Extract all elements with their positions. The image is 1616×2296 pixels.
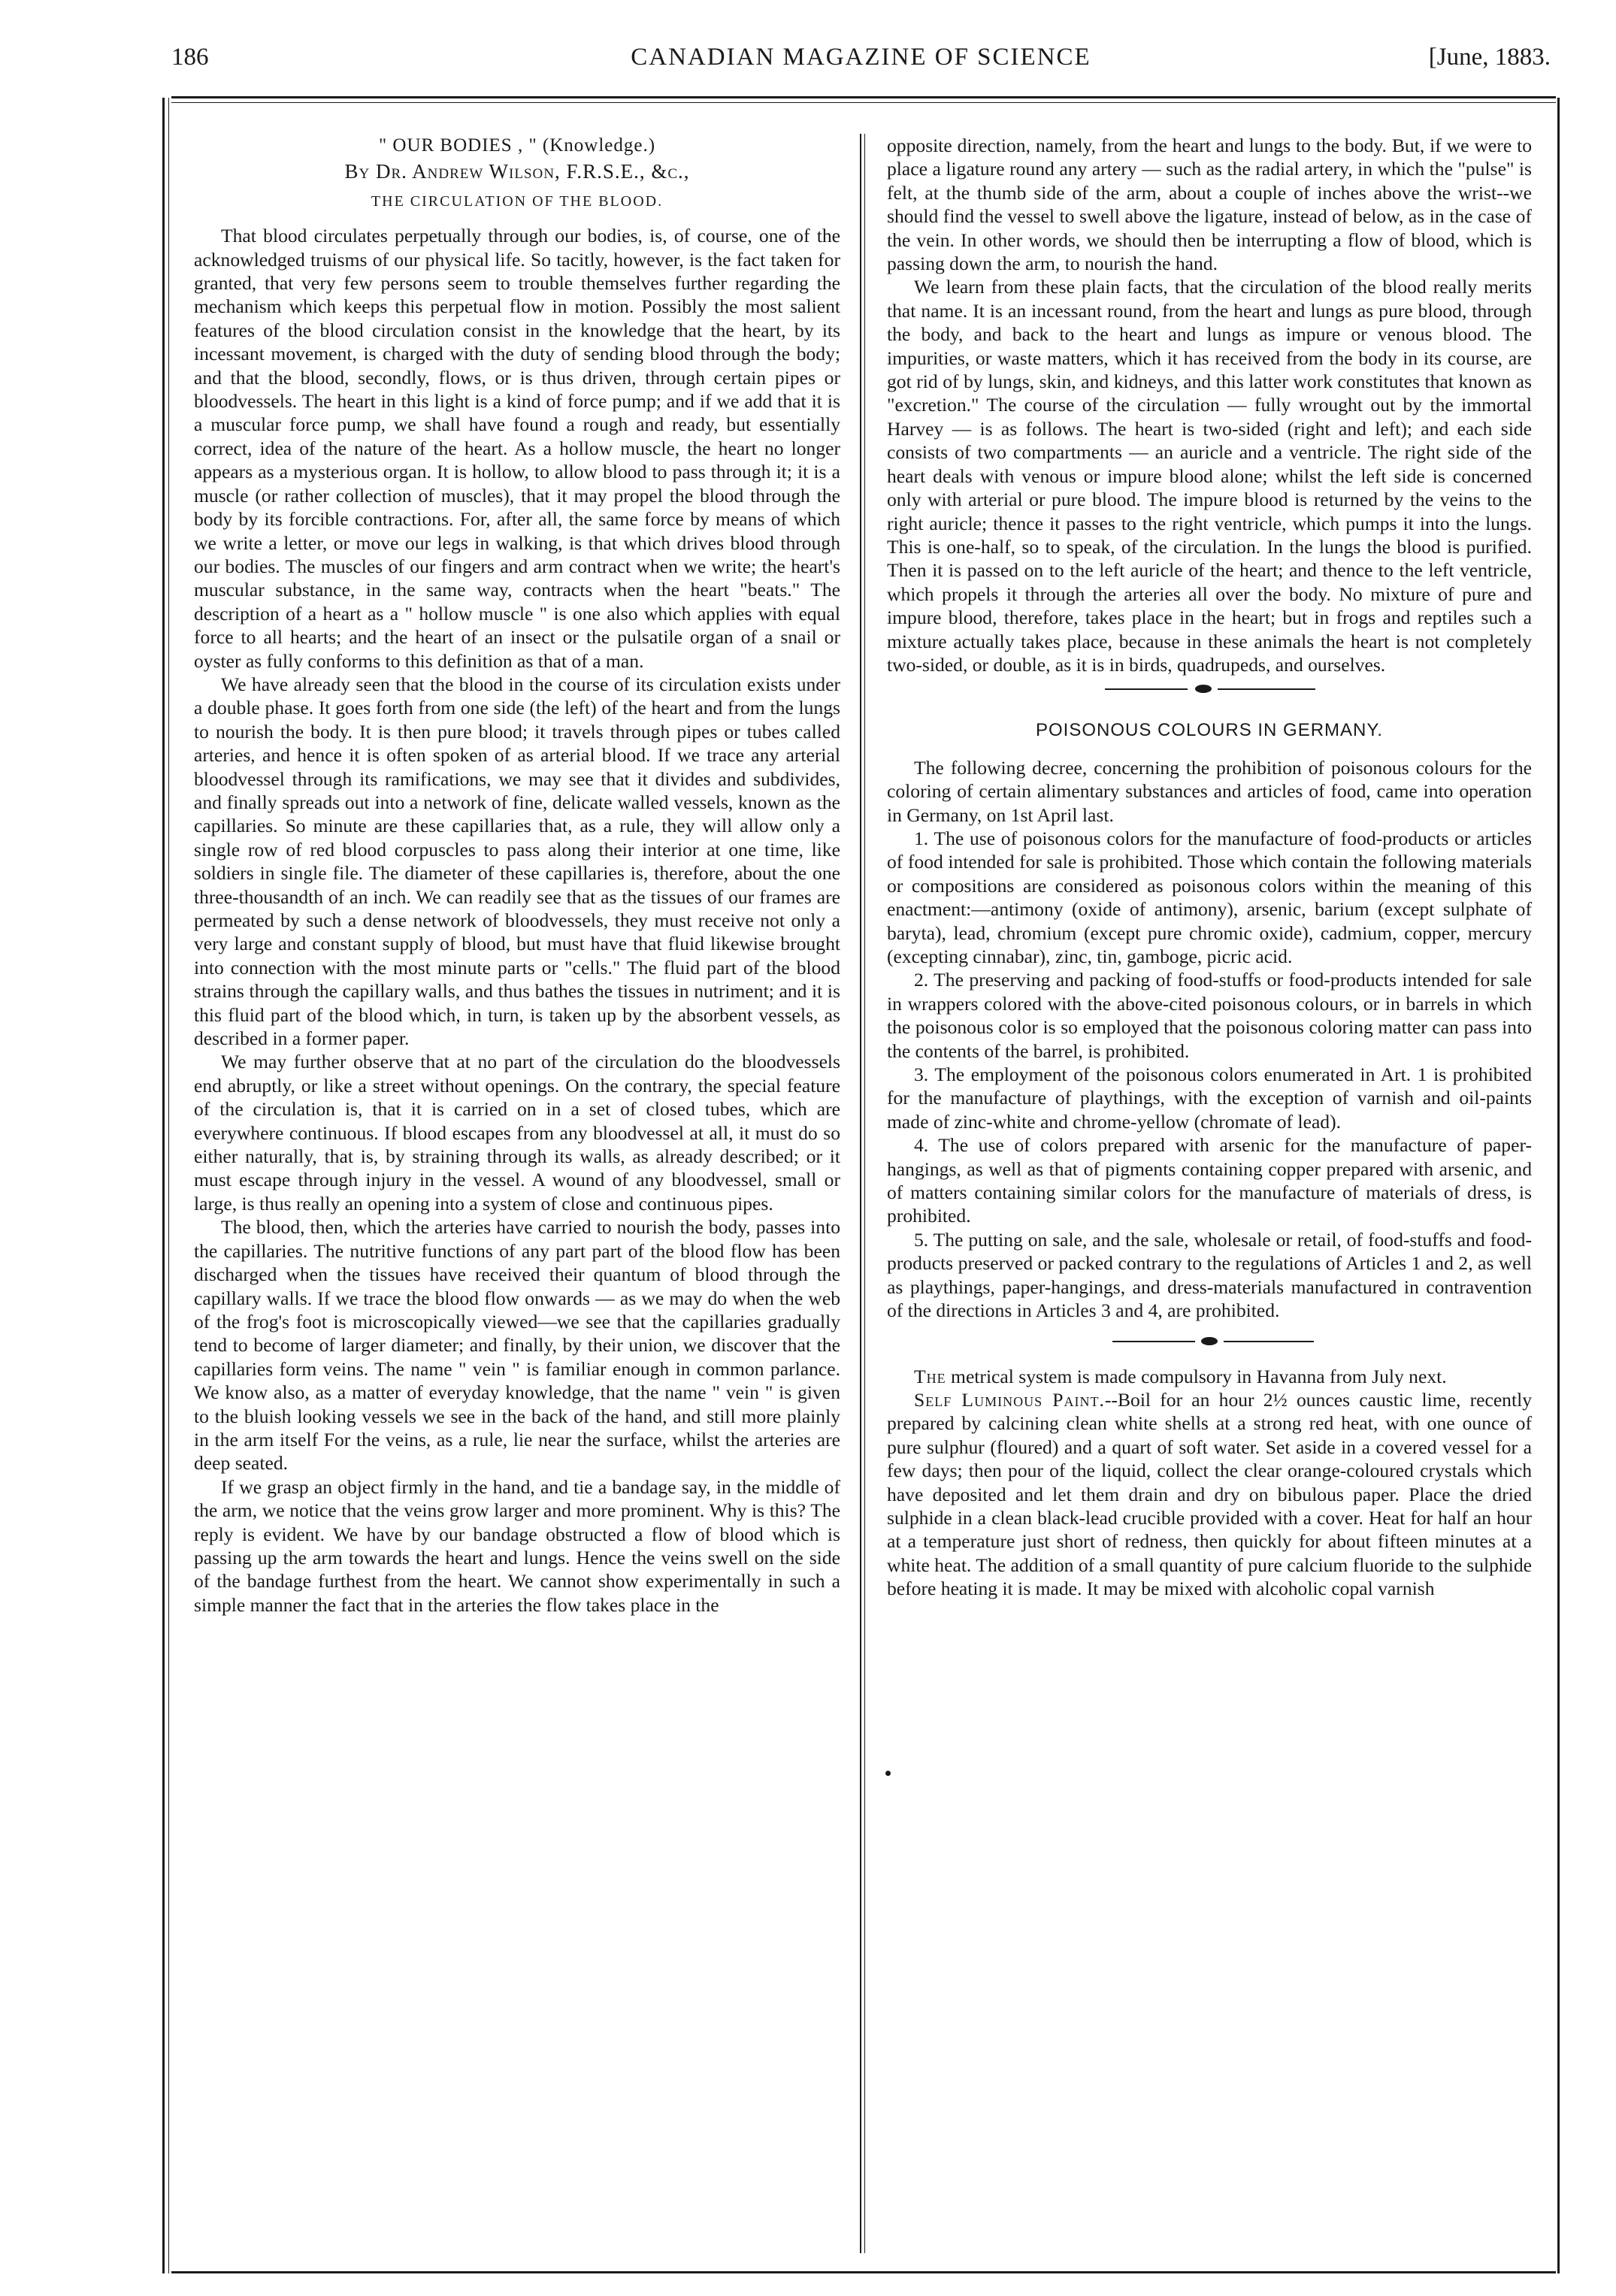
article-subhead: THE CIRCULATION OF THE BLOOD.: [371, 192, 664, 210]
header-rule-thin: [171, 102, 1556, 103]
paragraph: 5. The putting on sale, and the sale, wholesale or retail, of food-stuffs and food-products preserved or packed contrary to the regulations of Articles 1 and 2, as well as playthings, paper-hangings, and dress-materials manufactured in contravention of the directions in Articles 3 and 4, are prohibited.: [887, 1228, 1532, 1322]
header-rule: [171, 96, 1556, 98]
footer-rule: [171, 2271, 1556, 2273]
section-divider-ornament: [887, 676, 1532, 702]
left-frame-rule: [162, 98, 165, 2273]
paragraph: That blood circulates perpetually through our bodies, is, of course, one of the acknowledged truisms of our physical life. So tacitly, however, is the fact taken for granted, that very few persons seem to trouble themselves further regarding the mechanism which keeps this perpetual flow in motion. Possibly the most salient features of the blood circulation consist in the knowledge that the heart, by its incessant movement, is charged with the duty of sending blood through the body; and that the blood, secondly, flows, or is thus driven, through certain pipes or bloodvessels. The heart in this light is a kind of force pump; and if we add that it is a muscular force pump, we shall have found a rough and ready, but essentially correct, idea of the nature of the heart. As a hollow muscle, the heart no longer appears as a mysterious organ. It is hollow, to allow blood to pass through it; it is a muscle (or rather collection of muscles), that it may propel the blood through the body by its forcible contractions. For, after all, the same force by means of which we write a letter, or move our legs in walking, is that which drives blood through our bodies. The muscles of our fingers and arm contract when we write; the heart's muscular substance, in the same way, contracts when the heart "beats." The description of a heart as a " hollow muscle " is one also which applies with equal force to all hearts; and the heart of an insect or the pulsatile organ of a snail or oyster as fully conforms to this definition as that of a man.: [194, 225, 840, 672]
paragraph: 4. The use of colors prepared with arsenic for the manufacture of paper-hangings, as well as that of pigments containing copper prepared with arsenic, and of matters containing similar colors for the manufacture of materials of dress, is prohibited.: [887, 1134, 1532, 1227]
paragraph-text: metrical system is made compulsory in Havanna from July next.: [946, 1365, 1447, 1387]
paragraph: 3. The employment of the poisonous colors enumerated in Art. 1 is prohibited for the manufacture of playthings, with the exception of varnish and oil-paints made of zinc-white and chrome-yellow (chromate of lead).: [887, 1063, 1532, 1133]
section-divider-ornament: [887, 1329, 1532, 1354]
column-divider: [860, 134, 861, 2253]
run-in-lead: Self Luminous Paint.: [914, 1388, 1105, 1411]
paragraph-text: --Boil for an hour 2½ ounces caustic lime, recently prepared by calcining clean white shells at a strong red heat, with one ounce of pure sulphur (floured) and a quart of soft water. Set aside in a covered vessel for a few days; then pour of the liquid, collect the clear orange-coloured crystals which have deposited and let them drain and dry on bibulous paper. Place the dried sulphide in a clean black-lead crucible provided with a cover. Heat for half an hour at a temperature just short of redness, then quickly for about fifteen minutes at a white heat. The addition of a small quantity of pure calcium fluoride to the sulphide before heating it is made. It may be mixed with alcoholic copal varnish: [887, 1388, 1532, 1600]
issue-date: [June, 1883.: [1428, 44, 1551, 71]
running-head: [171, 44, 1551, 81]
paragraph: [887, 1365, 1532, 1388]
paragraph: 1. The use of poisonous colors for the manufacture of food-products or articles of food intended for sale is prohibited. Those which contain the following materials or compositions are considered as poisonous colors within the meaning of this enactment:—antimony (oxide of antimony), arsenic, barium (except sulphate of baryta), lead, chromium (except pure chromic oxide), cadmium, copper, mercury (excepting cinnabar), zinc, tin, gamboge, picric acid.: [887, 827, 1532, 967]
paragraph: We learn from these plain facts, that the circulation of the blood really merits that name. It is an incessant round, from the heart and lungs as pure blood, through the body, and back to the heart and lungs as impure or venous blood. The impurities, or waste matters, which it has received from the body in its course, are got rid of by lungs, skin, and kidneys, and this latter work constitutes that known as "excretion." The course of the circulation — fully wrought out by the immortal Harvey — is as follows. The heart is two-sided (right and left); and each side consists of two compartments — an auricle and a ventricle. The right side of the heart deals with venous or impure blood alone; whilst the left side is concerned only with arterial or pure blood. The impure blood is returned by the veins to the right auricle; thence it passes to the right ventricle, which pumps it into the lungs. This is one-half, so to speak, of the circulation. In the lungs the blood is purified. Then it is passed on to the left auricle of the heart; and thence to the left ventricle, which propels it through the arteries all over the body. No mixture of pure and impure blood, therefore, takes place in the heart; but in frogs and reptiles such a mixture actually takes place, because in these animals the heart is not completely two-sided, or double, as it is in birds, quadrupeds, and ourselves.: [887, 276, 1532, 676]
paragraph: [887, 1388, 1532, 1601]
paragraph: 2. The preserving and packing of food-stuffs or food-products intended for sale in wrappers colored with the above-cited poisonous colours, or in barrels in which the poisonous color is so employed that the poisonous coloring matter can pass into the contents of the barrel, is prohibited.: [887, 969, 1532, 1062]
stray-bullet-mark: [885, 1771, 891, 1776]
page-number: 186: [171, 44, 209, 71]
column-divider-inner: [864, 134, 865, 2253]
paragraph: If we grasp an object firmly in the hand, and tie a bandage say, in the middle of the arm, we notice that the veins grow larger and more prominent. Why is this? The reply is evident. We have by our bandage obstructed a flow of blood which is passing up the arm towards the heart and lungs. Hence the veins swell on the side of the bandage furthest from the heart. We cannot show experimentally in such a simple manner the fact that in the arteries the flow takes place in the: [194, 1475, 840, 1616]
article-byline: By Dr. Andrew Wilson, F.R.S.E., &c.,: [344, 160, 690, 183]
right-frame-rule: [1557, 98, 1560, 2273]
section-title: POISONOUS COLOURS IN GERMANY.: [1036, 720, 1383, 741]
paragraph: We may further observe that at no part of the circulation do the bloodvessels end abruptly, or like a street without openings. On the contrary, the special feature of the circulation is, that it is carried on in a set of closed tubes, which are everywhere continuous. If blood escapes from any bloodvessel at all, it must do so either naturally, that is, by straining through its walls, as already described; or it must escape through injury in the vessel. A wound of any bloodvessel, small or large, is thus really an opening into a system of close and continuous pipes.: [194, 1051, 840, 1215]
article-title: " OUR BODIES , " (Knowledge.): [378, 135, 656, 156]
paragraph: opposite direction, namely, from the heart and lungs to the body. But, if we were to place a ligature round any artery — such as the radial artery, in which the "pulse" is felt, at the thumb side of the arm, about a couple of inches above the wrist--we should find the vessel to swell above the ligature, instead of below, as in the case of the vein. In other words, we should then be interrupting a flow of blood, which is passing down the arm, to nourish the hand.: [887, 135, 1532, 275]
paragraph: The following decree, concerning the prohibition of poisonous colours for the coloring of certain alimentary substances and articles of food, came into operation in Germany, on 1st April last.: [887, 756, 1532, 826]
journal-title: CANADIAN MAGAZINE OF SCIENCE: [631, 44, 1091, 71]
paragraph: The blood, then, which the arteries have carried to nourish the body, passes into the capillaries. The nutritive functions of any part part of the blood flow has been discharged when the tissues have received their quantum of blood through the capillary walls. If we trace the blood flow onwards — as we may do when the web of the frog's foot is microscopically viewed—we see that the capillaries gradually tend to become of larger diameter; and finally, by their union, we discover that the capillaries form veins. The name " vein " is familiar enough in common parlance. We know also, as a matter of everyday knowledge, that the name " vein " is given to the bluish looking vessels we see in the back of the hand, and still more plainly in the arm itself For the veins, as a rule, lie near the surface, whilst the arteries are deep seated.: [194, 1216, 840, 1475]
right-column: [887, 134, 1532, 1601]
run-in-lead: The: [914, 1365, 946, 1387]
left-column: [194, 134, 840, 1617]
left-frame-rule-inner: [168, 98, 169, 2273]
paragraph: We have already seen that the blood in the course of its circulation exists under a double phase. It goes forth from one side (the left) of the heart and from the lungs to nourish the body. It is then pure blood; it travels through pipes or tubes called arteries, and hence it is often spoken of as arterial blood. If we trace any arterial bloodvessel through its ramifications, we may see that it divides and subdivides, and finally spreads out into a network of fine, delicate walled vessels, known as the capillaries. So minute are these capillaries that, as a rule, they will allow only a single row of red blood corpuscles to pass along their interior at one time, like soldiers in single file. The diameter of these capillaries is, therefore, about the one three-thousandth of an inch. We can readily see that as the tissues of our frames are permeated by such a dense network of bloodvessels, they must receive not only a very large and constant supply of blood, but must have that fluid likewise brought into connection with the most minute parts or "cells." The fluid part of the blood strains through the capillary walls, and thus bathes the tissues in nutriment; and it is this fluid part of the blood which, in turn, is taken up by the absorbent vessels, as described in a former paper.: [194, 673, 840, 1050]
